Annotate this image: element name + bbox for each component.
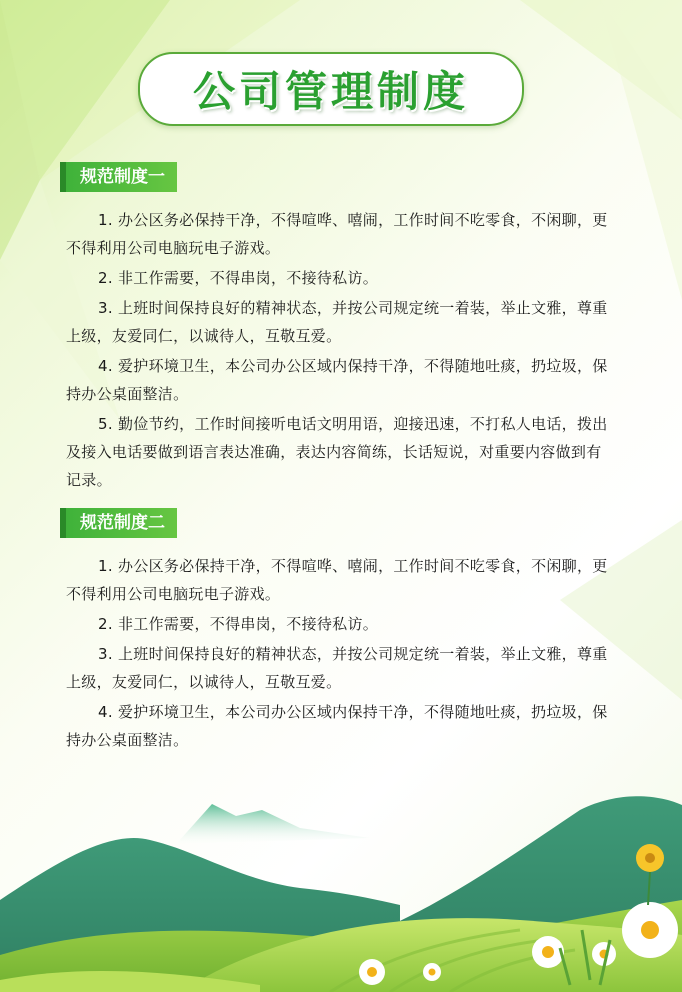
page-title: 公司管理制度 [192,67,469,116]
list-item: 3. 上班时间保持良好的精神状态，并按公司规定统一着装，举止文雅，尊重上级，友爱同仁，以诚待人，互敬互爱。 [66,645,608,691]
list-item: 1. 办公区务必保持干净，不得喧哗、嘻闹，工作时间不吃零食，不闲聊，更不得利用公司电脑玩电子游戏。 [66,557,608,603]
section-items [60,206,616,494]
landscape-illustration [0,780,682,992]
section-heading: 规范制度一 [60,162,177,192]
section-items [60,552,616,754]
list-item: 3. 上班时间保持良好的精神状态，并按公司规定统一着装，举止文雅，尊重上级，友爱同仁，以诚待人，互敬互爱。 [66,299,608,345]
section-heading: 规范制度二 [60,508,177,538]
list-item: 2. 非工作需要，不得串岗，不接待私访。 [98,269,379,287]
list-item: 2. 非工作需要，不得串岗，不接待私访。 [98,615,379,633]
title-banner [138,52,524,126]
list-item: 5. 勤俭节约，工作时间接听电话文明用语，迎接迅速，不打私人电话，拨出及接入电话要做到语言表达准确，表达内容简练，长话短说，对重要内容做到有记录。 [66,415,608,489]
section-1 [60,162,620,496]
list-item: 1. 办公区务必保持干净，不得喧哗、嘻闹，工作时间不吃零食，不闲聊，更不得利用公司电脑玩电子游戏。 [66,211,608,257]
list-item: 4. 爱护环境卫生，本公司办公区域内保持干净，不得随地吐痰，扔垃圾，保持办公桌面整洁。 [66,357,608,403]
list-item: 4. 爱护环境卫生，本公司办公区域内保持干净，不得随地吐痰，扔垃圾，保持办公桌面整洁。 [66,703,608,749]
section-2 [60,508,620,756]
far-mountain [178,804,370,844]
